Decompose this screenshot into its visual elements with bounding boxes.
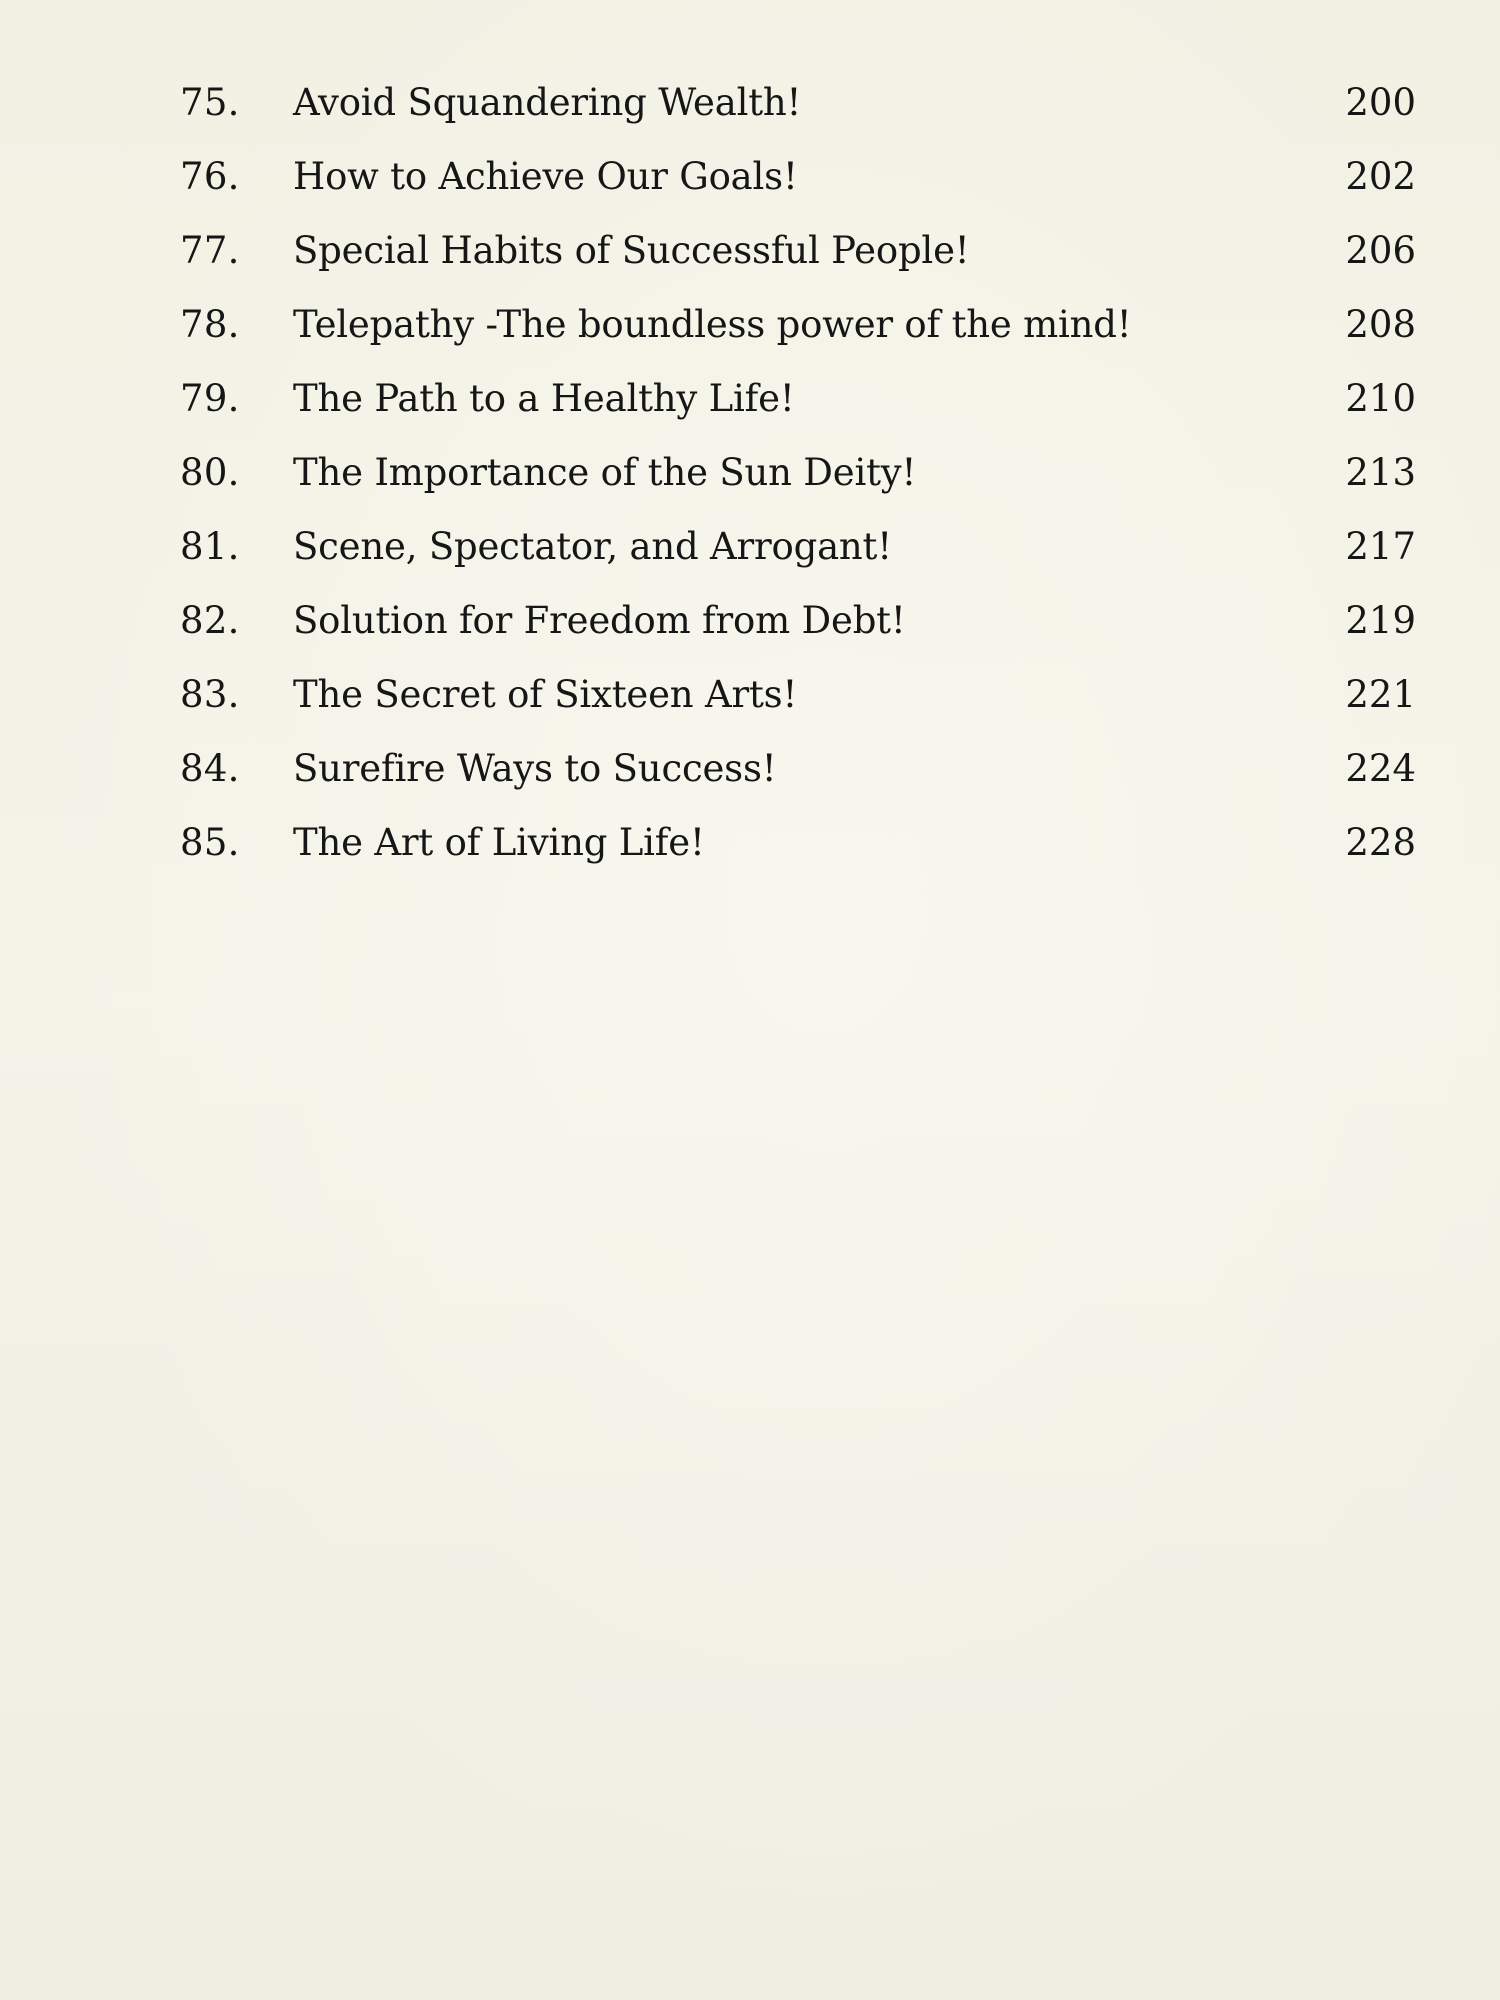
entry-number: 83.: [180, 673, 240, 716]
entry-page-number: 200: [1345, 81, 1416, 124]
toc-entry: [0, 584, 1500, 658]
entry-title: Telepathy -The boundless power of the mind!: [293, 303, 1132, 346]
entry-number: 77.: [180, 229, 240, 272]
toc-entry: [0, 732, 1500, 806]
toc-entry: [0, 288, 1500, 362]
entry-title: Surefire Ways to Success!: [293, 747, 777, 790]
toc-entry: [0, 806, 1500, 880]
toc-entry: [0, 658, 1500, 732]
entry-number: 84.: [180, 747, 240, 790]
toc-entry: [0, 510, 1500, 584]
entry-number: 81.: [180, 525, 240, 568]
toc-entry: [0, 214, 1500, 288]
entry-title: The Secret of Sixteen Arts!: [293, 673, 798, 716]
entry-page-number: 217: [1345, 525, 1416, 568]
entry-title: Avoid Squandering Wealth!: [293, 81, 802, 124]
entry-page-number: 224: [1345, 747, 1416, 790]
entry-number: 78.: [180, 303, 240, 346]
entry-title: How to Achieve Our Goals!: [293, 155, 798, 198]
entry-title: Special Habits of Successful People!: [293, 229, 970, 272]
entry-page-number: 228: [1345, 821, 1416, 864]
entry-title: The Importance of the Sun Deity!: [293, 451, 917, 494]
entry-number: 75.: [180, 81, 240, 124]
entry-title: The Art of Living Life!: [293, 821, 705, 864]
entry-page-number: 208: [1345, 303, 1416, 346]
entry-number: 76.: [180, 155, 240, 198]
toc-entry: [0, 66, 1500, 140]
entry-page-number: 202: [1345, 155, 1416, 198]
entry-number: 85.: [180, 821, 240, 864]
toc-entry: [0, 362, 1500, 436]
entry-page-number: 210: [1345, 377, 1416, 420]
entry-page-number: 213: [1345, 451, 1416, 494]
entry-page-number: 206: [1345, 229, 1416, 272]
entry-page-number: 219: [1345, 599, 1416, 642]
entry-number: 80.: [180, 451, 240, 494]
entry-title: Solution for Freedom from Debt!: [293, 599, 906, 642]
entry-number: 79.: [180, 377, 240, 420]
entry-title: Scene, Spectator, and Arrogant!: [293, 525, 892, 568]
entry-page-number: 221: [1345, 673, 1416, 716]
toc-entry: [0, 436, 1500, 510]
toc-entry: [0, 140, 1500, 214]
entry-number: 82.: [180, 599, 240, 642]
entry-title: The Path to a Healthy Life!: [293, 377, 795, 420]
